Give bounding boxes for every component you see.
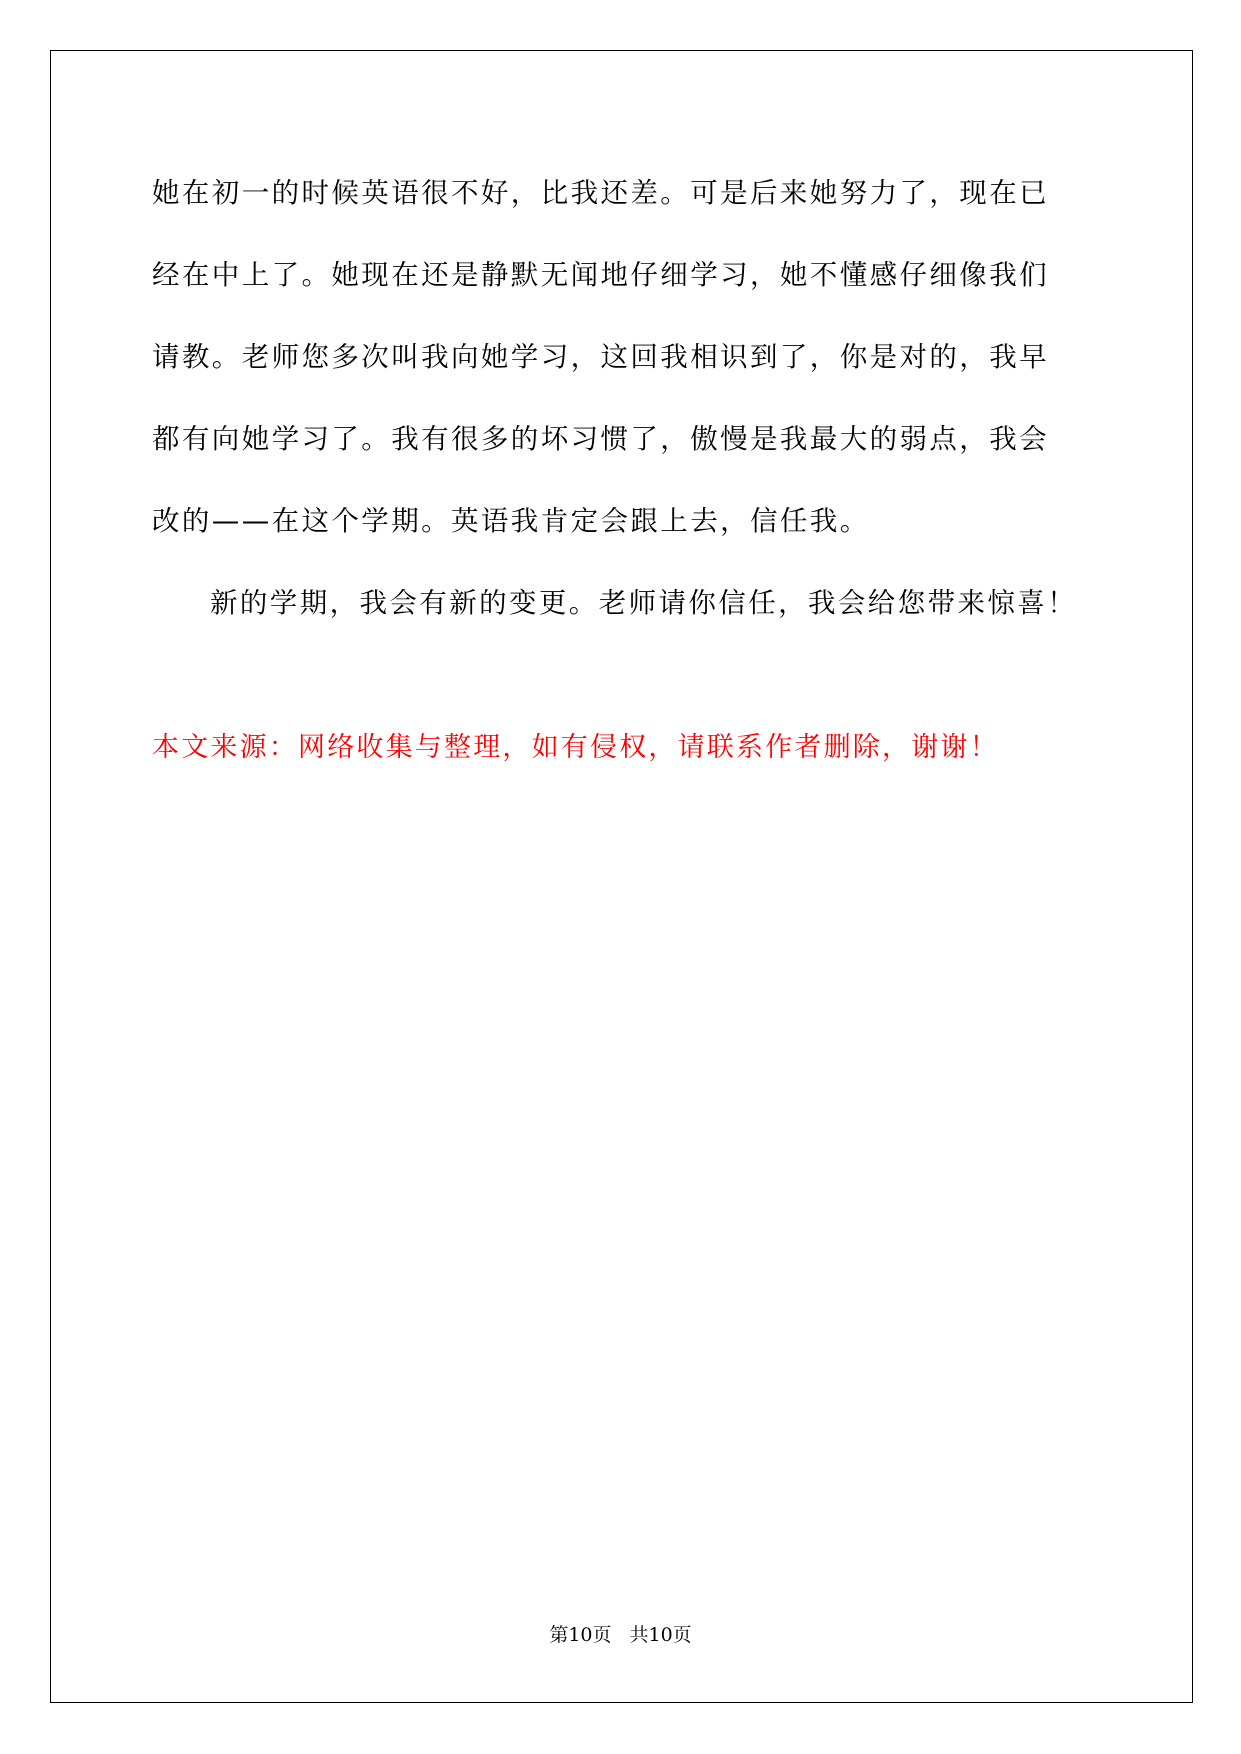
closing-paragraph: 新的学期，我会有新的变更。老师请你信任，我会给您带来惊喜！ — [210, 587, 1078, 619]
current-page-label: 第10页 — [549, 1624, 612, 1646]
paragraph-line: 请教。老师您多次叫我向她学习，这回我相识到了，你是对的，我早 — [152, 341, 1049, 373]
paragraph-line: 经在中上了。她现在还是静默无闻地仔细学习，她不懂感仔细像我们 — [152, 259, 1049, 291]
page-footer — [0, 1620, 1241, 1647]
paragraph-line: 都有向她学习了。我有很多的坏习惯了，傲慢是我最大的弱点，我会 — [152, 423, 1049, 455]
paragraph-line: 她在初一的时候英语很不好，比我还差。可是后来她努力了，现在已 — [152, 177, 1049, 209]
total-pages-label: 共10页 — [629, 1624, 692, 1646]
source-note: 本文来源：网络收集与整理，如有侵权，请联系作者删除，谢谢！ — [152, 732, 999, 763]
paragraph-line: 改的——在这个学期。英语我肯定会跟上去，信任我。 — [152, 505, 870, 537]
